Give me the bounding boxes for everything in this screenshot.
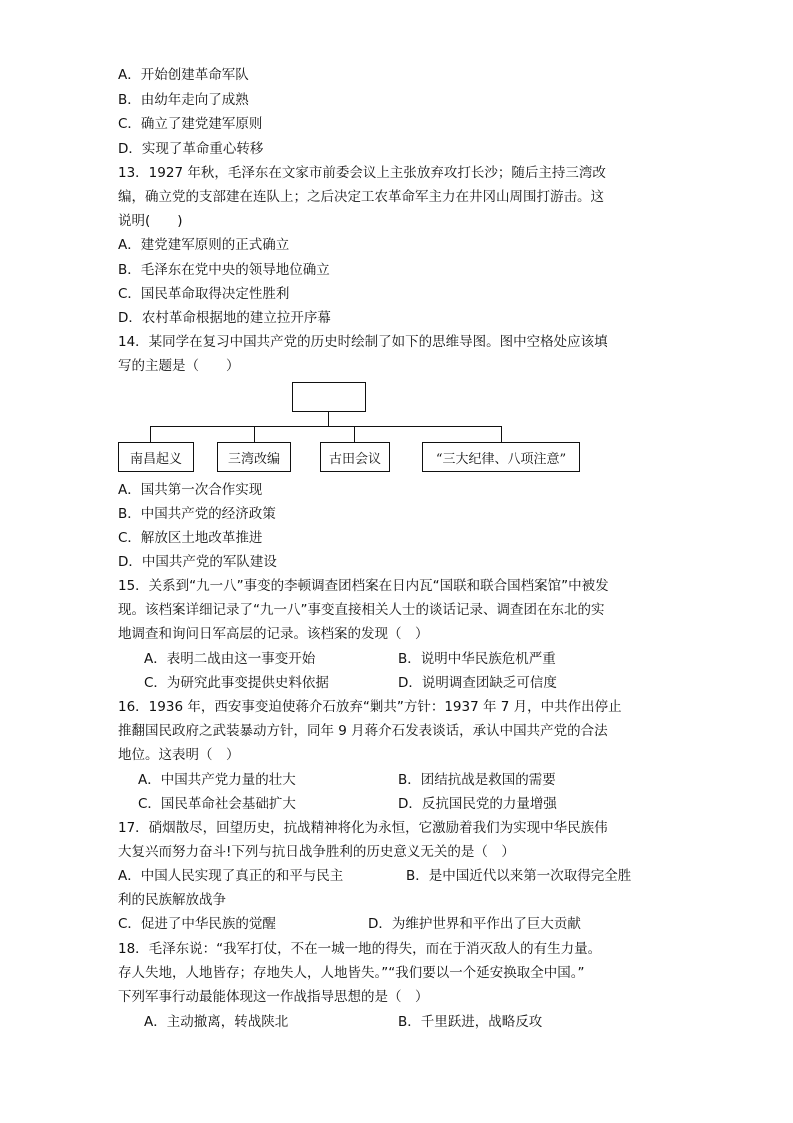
q14-option-b: B．中国共产党的经济政策 bbox=[118, 506, 276, 522]
q12-option-b: B．由幼年走向了成熟 bbox=[118, 92, 249, 108]
mind-map-box-discipline: “三大纪律、八项注意” bbox=[422, 442, 580, 472]
q15-option-a: A．表明二战由这一事变开始 bbox=[144, 651, 316, 667]
q12-option-d: D．实现了革命重心转移 bbox=[118, 141, 264, 157]
q15-stem-line: 15．关系到“九一八”事变的李顿调查团档案在日内瓦“国联和联合国档案馆”中被发 bbox=[118, 578, 609, 594]
q18-stem-line: 18．毛泽东说：“我军打仗，不在一城一地的得失，而在于消灭敌人的有生力量。 bbox=[118, 941, 602, 957]
q13-option-d: D．农村革命根据地的建立拉开序幕 bbox=[118, 310, 331, 326]
q14-option-d: D．中国共产党的军队建设 bbox=[118, 554, 277, 570]
q12-option-a: A．开始创建革命军队 bbox=[118, 67, 249, 83]
q18-stem-line: 存人失地，人地皆存；存地失人，人地皆失。”“我们要以一个延安换取全中国。” bbox=[118, 965, 585, 981]
q15-option-b: B．说明中华民族危机严重 bbox=[398, 651, 556, 667]
q16-option-b: B．团结抗战是救国的需要 bbox=[398, 772, 556, 788]
q18-option-b: B．千里跃进，战略反攻 bbox=[398, 1014, 543, 1030]
q13-stem-line: 13．1927 年秋，毛泽东在文家市前委会议上主张放弃攻打长沙；随后主持三湾改 bbox=[118, 165, 606, 181]
q13-stem-line: 编，确立党的支部建在连队上；之后决定工农革命军主力在井冈山周围打游击。这 bbox=[118, 189, 604, 205]
q13-stem-line: 说明( ) bbox=[118, 213, 183, 229]
q15-stem-line: 现。该档案详细记录了“九一八”事变直接相关人士的谈话记录、调查团在东北的实 bbox=[118, 602, 605, 618]
q17-option-b-continued: 利的民族解放战争 bbox=[118, 892, 226, 908]
q14-option-c: C．解放区土地改革推进 bbox=[118, 530, 263, 546]
mind-map-box-nanchang: 南昌起义 bbox=[118, 442, 194, 472]
connector-line bbox=[150, 426, 151, 442]
q13-option-b: B．毛泽东在党中央的领导地位确立 bbox=[118, 262, 330, 278]
q17-option-c: C．促进了中华民族的觉醒 bbox=[118, 916, 276, 932]
mind-map-box-gutian: 古田会议 bbox=[320, 442, 390, 472]
q16-stem-line: 地位。这表明（ ） bbox=[118, 747, 240, 763]
q18-option-a: A．主动撤离，转战陕北 bbox=[144, 1014, 289, 1030]
q12-option-c: C．确立了建党建军原则 bbox=[118, 116, 263, 132]
q14-stem-line: 写的主题是（ ） bbox=[118, 358, 240, 374]
connector-line bbox=[328, 412, 329, 427]
q13-option-c: C．国民革命取得决定性胜利 bbox=[118, 286, 290, 302]
q18-stem-line: 下列军事行动最能体现这一作战指导思想的是（ ） bbox=[118, 989, 429, 1005]
q16-option-d: D．反抗国民党的力量增强 bbox=[398, 796, 557, 812]
q16-stem-line: 推翻国民政府之武装暴动方针，同年 9 月蒋介石发表谈话，承认中国共产党的合法 bbox=[118, 723, 608, 739]
q17-option-b: B．是中国近代以来第一次取得完全胜 bbox=[406, 868, 632, 884]
q15-stem-line: 地调查和询问日军高层的记录。该档案的发现（ ） bbox=[118, 626, 429, 642]
mind-map-blank-box bbox=[292, 382, 366, 412]
connector-line bbox=[501, 426, 502, 442]
q17-option-a: A．中国人民实现了真正的和平与民主 bbox=[118, 868, 344, 884]
q15-option-d: D．说明调查团缺乏可信度 bbox=[398, 675, 557, 691]
connector-line bbox=[150, 426, 502, 427]
q17-option-d: D．为维护世界和平作出了巨大贡献 bbox=[368, 916, 581, 932]
q13-option-a: A．建党建军原则的正式确立 bbox=[118, 237, 290, 253]
q16-stem-line: 16．1936 年，西安事变迫使蒋介石放弃“剿共”方针：1937 年 7 月，中共作出停止 bbox=[118, 699, 622, 715]
q14-option-a: A．国共第一次合作实现 bbox=[118, 482, 263, 498]
mind-map-box-sanwan: 三湾改编 bbox=[217, 442, 291, 472]
connector-line bbox=[254, 426, 255, 442]
q16-option-a: A．中国共产党力量的壮大 bbox=[138, 772, 296, 788]
q16-option-c: C．国民革命社会基础扩大 bbox=[138, 796, 296, 812]
q14-stem-line: 14．某同学在复习中国共产党的历史时绘制了如下的思维导图。图中空格处应该填 bbox=[118, 334, 608, 350]
q15-option-c: C．为研究此事变提供史料依据 bbox=[144, 675, 329, 691]
q17-stem-line: 17．硝烟散尽，回望历史，抗战精神将化为永恒，它激励着我们为实现中华民族伟 bbox=[118, 820, 608, 836]
connector-line bbox=[354, 426, 355, 442]
q17-stem-line: 大复兴而努力奋斗!下列与抗日战争胜利的历史意义无关的是（ ） bbox=[118, 844, 515, 860]
